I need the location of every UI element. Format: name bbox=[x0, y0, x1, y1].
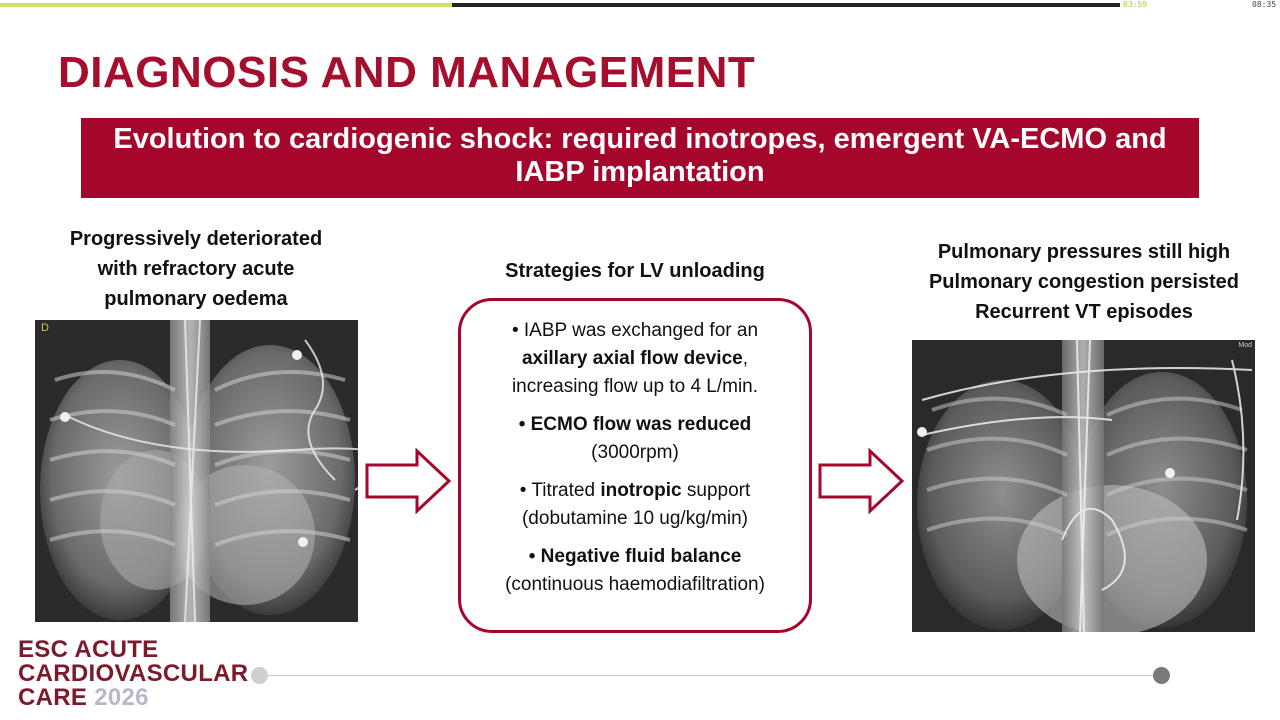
xray-left-graphic bbox=[35, 320, 358, 622]
strategy-item bbox=[461, 317, 809, 401]
logo-line-1: ESC ACUTE bbox=[18, 636, 159, 663]
chest-xray-right-image bbox=[912, 340, 1255, 632]
strategy-4-bold: • Negative fluid balance bbox=[528, 546, 742, 567]
right-caption-line: Pulmonary congestion persisted bbox=[928, 271, 1240, 293]
arrow-right-icon bbox=[365, 448, 453, 514]
strategy-3-bold: inotropic bbox=[600, 480, 682, 501]
strategy-3-post: support bbox=[681, 480, 751, 501]
chest-xray-left-image bbox=[35, 320, 358, 622]
xray-left-marker: D bbox=[41, 322, 49, 334]
logo-care: CARE bbox=[18, 684, 88, 711]
progress-fill bbox=[0, 3, 452, 7]
strategy-1-bold: axillary axial flow device bbox=[521, 348, 743, 369]
strategies-box bbox=[458, 298, 812, 633]
timeline-start-dot bbox=[251, 667, 268, 684]
esc-acute-cardiovascular-care-logo bbox=[18, 638, 248, 710]
arrow-right-icon bbox=[818, 448, 906, 514]
strategy-1-post: , bbox=[742, 348, 749, 369]
video-progress-bar[interactable] bbox=[0, 0, 1280, 10]
logo-line-3 bbox=[18, 686, 248, 710]
strategy-2-bold: • ECMO flow was reduced bbox=[518, 414, 752, 435]
progress-track[interactable] bbox=[0, 3, 1120, 7]
logo-line-2: CARDIOVASCULAR bbox=[18, 660, 249, 687]
slide-timeline bbox=[258, 675, 1163, 676]
right-caption-line: Recurrent VT episodes bbox=[975, 301, 1193, 323]
slide-title: DIAGNOSIS AND MANAGEMENT bbox=[58, 48, 756, 97]
right-caption bbox=[905, 237, 1263, 327]
strategy-item bbox=[461, 477, 809, 533]
strategy-2-detail: (3000rpm) bbox=[591, 442, 679, 463]
strategy-3-detail: (dobutamine 10 ug/kg/min) bbox=[521, 508, 748, 529]
banner bbox=[81, 118, 1199, 198]
left-caption-line: pulmonary oedema bbox=[104, 288, 288, 310]
strategy-4-detail: (continuous haemodiafiltration) bbox=[505, 574, 765, 595]
left-caption-line: Progressively deteriorated bbox=[69, 228, 323, 250]
left-caption-line: with refractory acute bbox=[97, 258, 295, 280]
strategy-item bbox=[461, 543, 809, 599]
strategy-item bbox=[461, 411, 809, 467]
strategy-1-line3: increasing flow up to 4 L/min. bbox=[511, 376, 759, 397]
strategy-3-pre: • Titrated bbox=[519, 480, 601, 501]
left-caption bbox=[40, 224, 352, 314]
logo-year: 2026 bbox=[94, 684, 149, 711]
banner-line-2: IABP implantation bbox=[515, 156, 765, 188]
banner-line-1: Evolution to cardiogenic shock: required inotropes, emergent VA-ECMO and bbox=[113, 123, 1167, 155]
time-total: 08:35 bbox=[1252, 0, 1277, 9]
xray-right-marker: Mod bbox=[1238, 342, 1252, 349]
time-elapsed: 03:59 bbox=[1123, 0, 1148, 9]
middle-caption: Strategies for LV unloading bbox=[505, 260, 765, 282]
timeline-end-dot bbox=[1153, 667, 1170, 684]
right-caption-line: Pulmonary pressures still high bbox=[937, 241, 1231, 263]
strategy-1-pre: • IABP was exchanged for an bbox=[511, 320, 759, 341]
xray-right-graphic bbox=[912, 340, 1255, 632]
